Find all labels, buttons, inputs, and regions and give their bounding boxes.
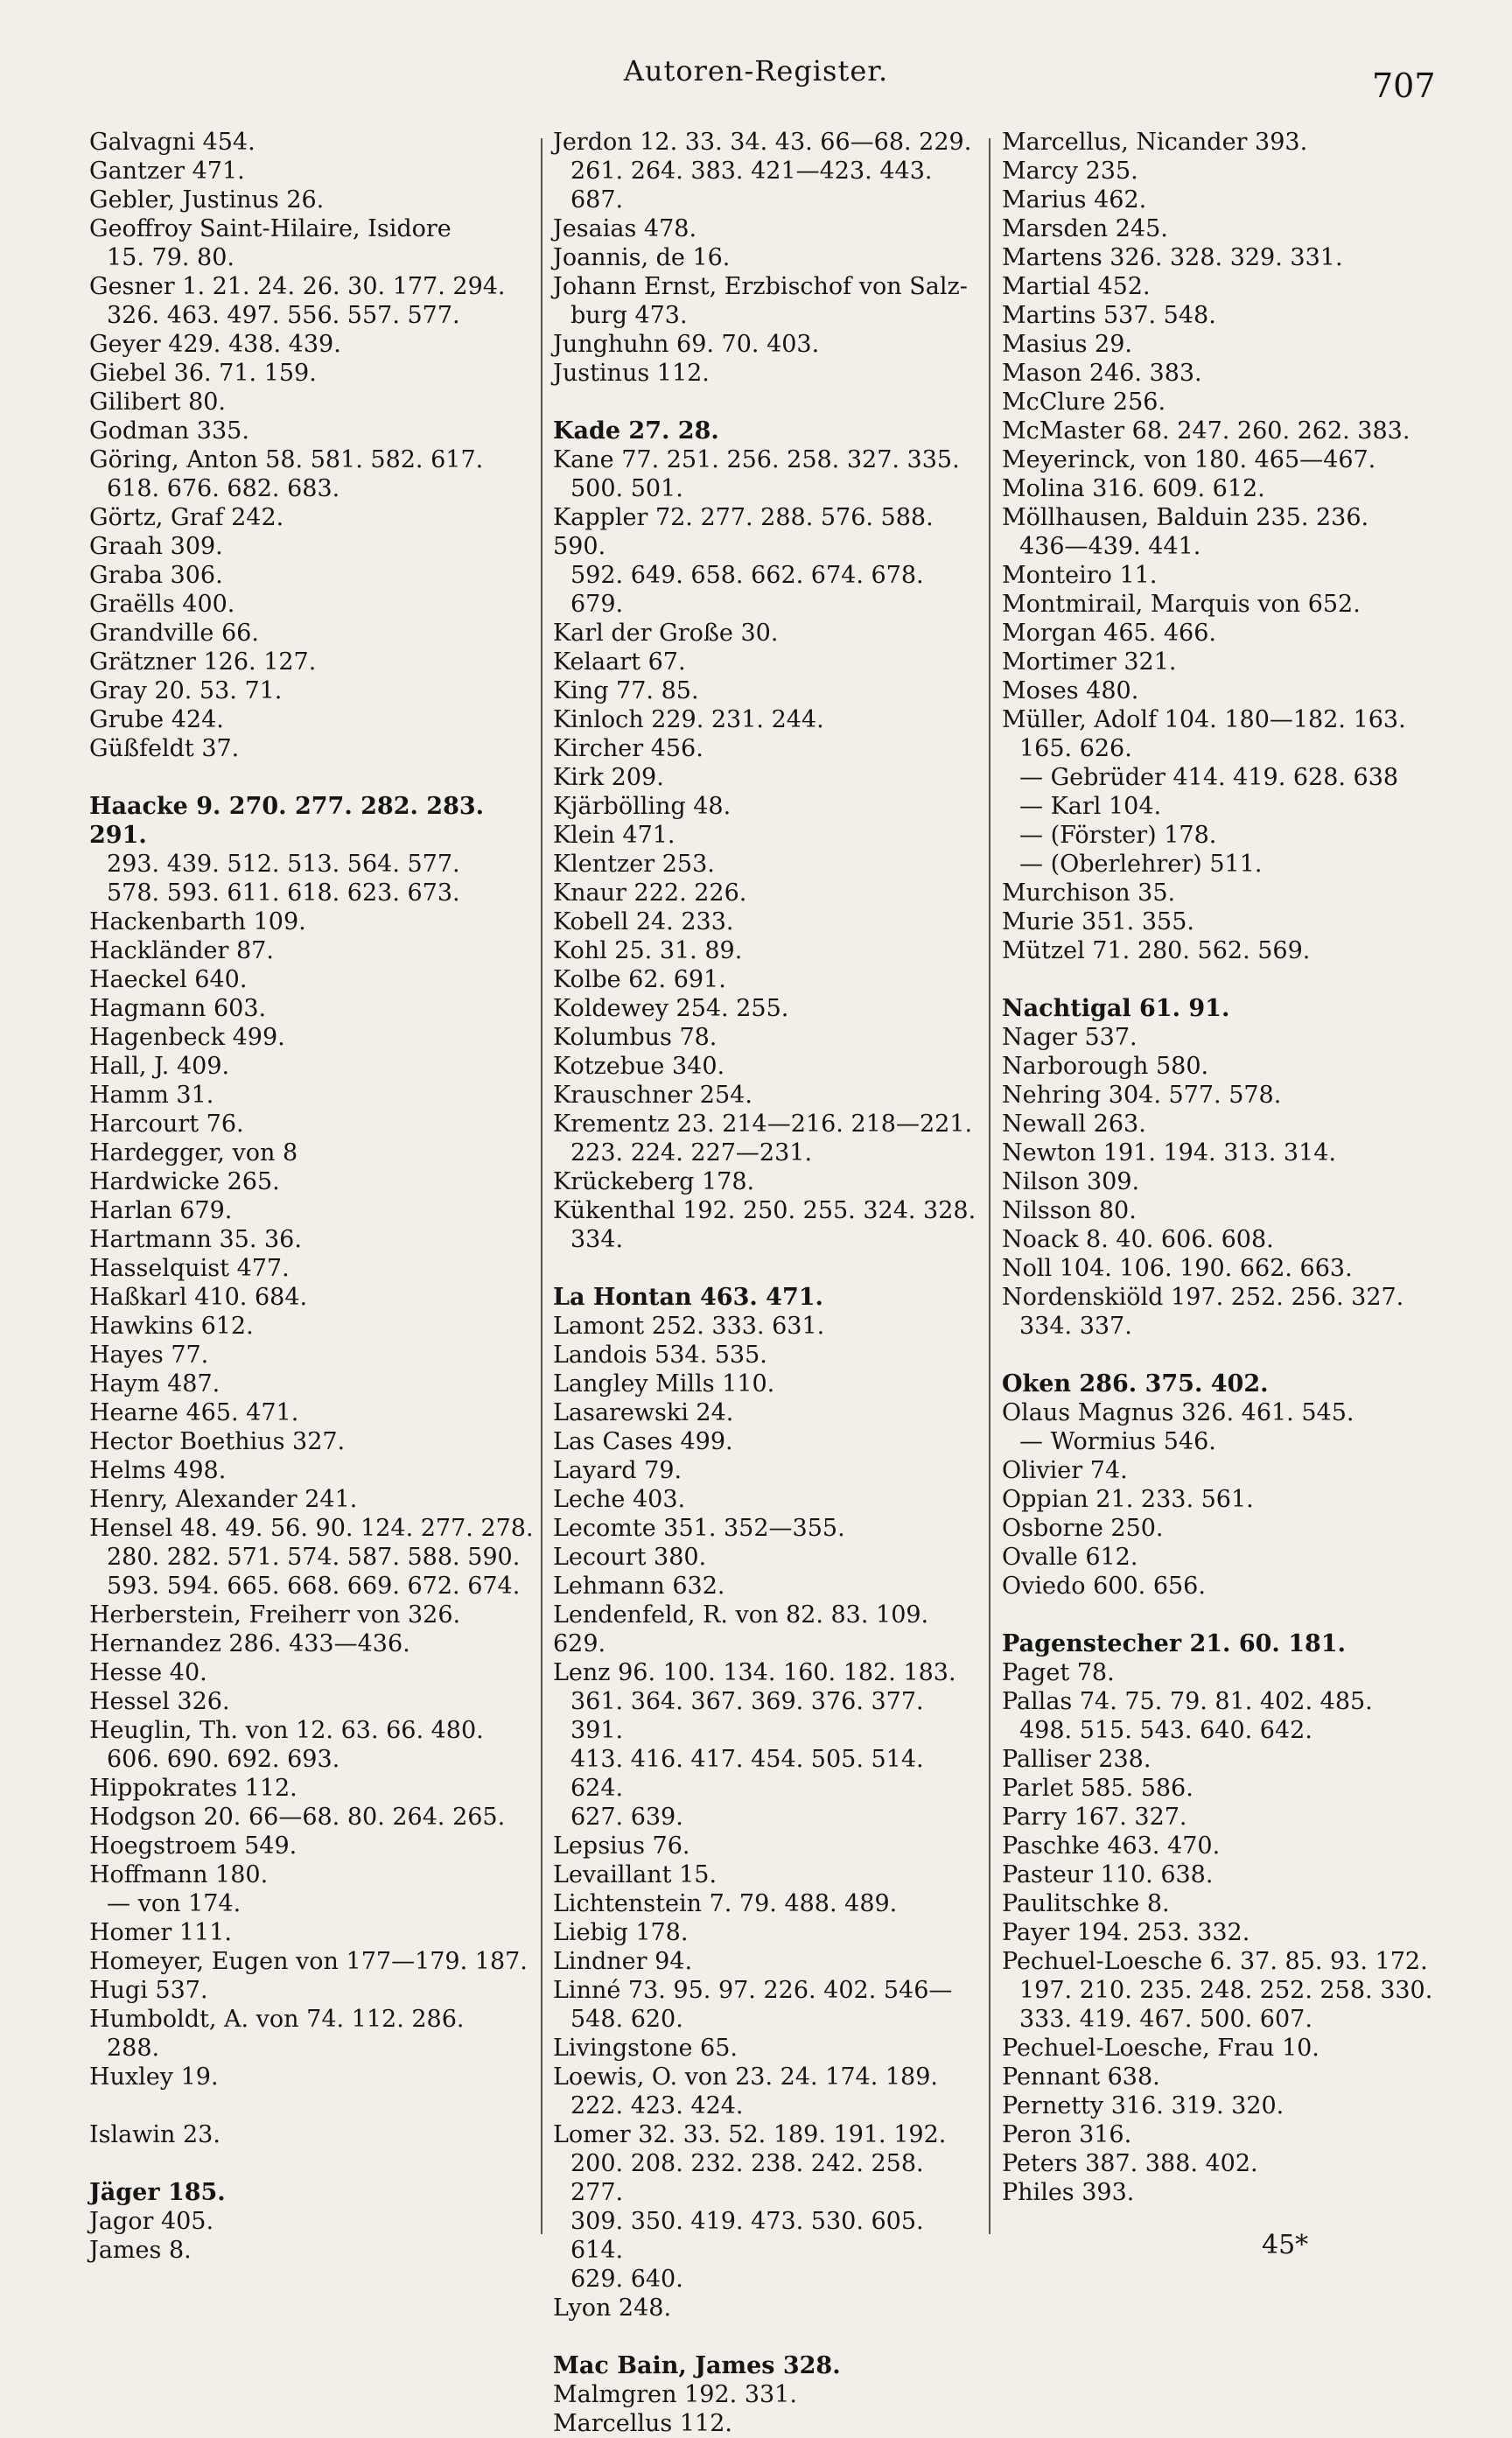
index-entry: Parry 167. 327. xyxy=(1002,1804,1187,1831)
index-entry: Hasselquist 477. xyxy=(89,1255,290,1282)
index-entry-continuation: 436—439. 441. xyxy=(1019,533,1201,560)
index-entry-continuation: 261. 264. 383. 421—423. 443. xyxy=(570,158,933,185)
index-entry: Kircher 456. xyxy=(553,735,704,762)
index-entry: James 8. xyxy=(89,2237,192,2264)
index-entry: Kobell 24. 233. xyxy=(553,908,734,935)
index-entry: Gilibert 80. xyxy=(89,389,227,416)
index-entry: Pagenstecher 21. 60. 181. xyxy=(1002,1630,1346,1657)
index-entry: Monteiro 11. xyxy=(1002,562,1158,589)
index-entry: Kohl 25. 31. 89. xyxy=(553,937,743,964)
index-entry: Junghuhn 69. 70. 403. xyxy=(553,331,820,358)
index-entry: Peters 387. 388. 402. xyxy=(1002,2150,1258,2177)
index-entry: Oppian 21. 233. 561. xyxy=(1002,1486,1254,1513)
index-entry: Oken 286. 375. 402. xyxy=(1002,1370,1269,1398)
index-entry-continuation: 334. 337. xyxy=(1019,1313,1132,1340)
index-entry-continuation: 223. 224. 227—231. xyxy=(570,1139,813,1166)
index-entry: Newton 191. 194. 313. 314. xyxy=(1002,1139,1337,1166)
index-entry: Osborne 250. xyxy=(1002,1515,1164,1542)
index-entry-continuation: 500. 501. xyxy=(570,475,683,502)
index-entry: Molina 316. 609. 612. xyxy=(1002,475,1265,502)
index-entry: Hensel 48. 49. 56. 90. 124. 277. 278. xyxy=(89,1515,534,1542)
index-entry: Ovalle 612. xyxy=(1002,1544,1138,1571)
index-entry: Mac Bain, James 328. xyxy=(553,2352,841,2379)
index-entry: Levaillant 15. xyxy=(553,1861,718,1888)
index-entry-continuation: 293. 439. 512. 513. 564. 577. xyxy=(107,851,460,878)
index-entry-continuation: — Gebrüder 414. 419. 628. 638 xyxy=(1019,764,1399,791)
index-entry: Nachtigal 61. 91. xyxy=(1002,995,1230,1022)
index-entry: Johann Ernst, Erzbischof von Salz- xyxy=(553,273,968,300)
index-entry: Landois 534. 535. xyxy=(553,1342,767,1369)
index-entry: Kolbe 62. 691. xyxy=(553,966,726,993)
index-entry: Islawin 23. xyxy=(89,2121,220,2148)
index-entry-continuation: — (Oberlehrer) 511. xyxy=(1019,851,1263,878)
index-entry-continuation: 592. 649. 658. 662. 674. 678. 679. xyxy=(570,562,924,618)
index-entry: Malmgren 192. 331. xyxy=(553,2381,797,2408)
index-entry-continuation: 200. 208. 232. 238. 242. 258. 277. xyxy=(570,2150,924,2206)
index-entry: Godman 335. xyxy=(89,417,249,445)
index-entry: Joannis, de 16. xyxy=(553,244,731,271)
index-entry: Graëlls 400. xyxy=(89,591,235,618)
index-entry-continuation: 413. 416. 417. 454. 505. 514. 624. xyxy=(570,1746,924,1802)
index-entry: Gebler, Justinus 26. xyxy=(89,186,325,214)
index-entry: Loewis, O. von 23. 24. 174. 189. xyxy=(553,2063,938,2091)
index-entry: Geyer 429. 438. 439. xyxy=(89,331,341,358)
index-entry: Liebig 178. xyxy=(553,1919,689,1946)
index-entry-continuation: 222. 423. 424. xyxy=(570,2092,744,2119)
index-entry: Kjärbölling 48. xyxy=(553,793,732,820)
index-entry: Masius 29. xyxy=(1002,331,1133,358)
index-entry: Olivier 74. xyxy=(1002,1457,1128,1484)
index-entry: Harlan 679. xyxy=(89,1197,233,1224)
index-entry: Lecomte 351. 352—355. xyxy=(553,1515,845,1542)
index-entry: Hippokrates 112. xyxy=(89,1775,298,1802)
index-entry-continuation: 629. 640. xyxy=(570,2266,683,2293)
index-entry: Martial 452. xyxy=(1002,273,1151,300)
index-entry: Herberstein, Freiherr von 326. xyxy=(89,1601,461,1629)
index-column-2 xyxy=(553,128,978,2438)
index-entry: Marcellus 112. xyxy=(553,2410,732,2437)
index-entry: Gantzer 471. xyxy=(89,158,245,185)
index-entry: Henry, Alexander 241. xyxy=(89,1486,358,1513)
index-entry-continuation: 687. xyxy=(570,186,624,214)
index-entry: Paget 78. xyxy=(1002,1659,1115,1686)
index-entry: Peron 316. xyxy=(1002,2121,1132,2148)
index-entry: Lenz 96. 100. 134. 160. 182. 183. xyxy=(553,1659,956,1686)
index-entry: Hoegstroem 549. xyxy=(89,1832,298,1860)
index-entry: Pechuel-Loesche 6. 37. 85. 93. 172. xyxy=(1002,1948,1428,1975)
index-entry: McMaster 68. 247. 260. 262. 383. xyxy=(1002,417,1410,445)
index-entry: McClure 256. xyxy=(1002,389,1166,416)
index-entry: Görtz, Graf 242. xyxy=(89,504,284,531)
index-entry: Noll 104. 106. 190. 662. 663. xyxy=(1002,1255,1353,1282)
index-entry-continuation: 578. 593. 611. 618. 623. 673. xyxy=(107,879,460,907)
index-entry: Martins 537. 548. xyxy=(1002,302,1216,329)
index-entry: Kinloch 229. 231. 244. xyxy=(553,706,824,733)
index-entry-continuation: 593. 594. 665. 668. 669. 672. 674. xyxy=(107,1573,521,1600)
index-entry: Humboldt, A. von 74. 112. 286. xyxy=(89,2006,465,2033)
index-entry-continuation: 548. 620. xyxy=(570,2006,683,2033)
index-entry: Marius 462. xyxy=(1002,186,1147,214)
index-entry: Hessel 326. xyxy=(89,1688,230,1715)
index-entry: Möllhausen, Balduin 235. 236. xyxy=(1002,504,1369,531)
index-entry-continuation: 165. 626. xyxy=(1019,735,1132,762)
index-entry-continuation: — (Förster) 178. xyxy=(1019,822,1217,849)
index-entry: Klentzer 253. xyxy=(553,851,715,878)
index-entry-continuation: 288. xyxy=(107,2035,160,2062)
index-entry: Lendenfeld, R. von 82. 83. 109. 629. xyxy=(553,1601,929,1657)
index-entry: Leche 403. xyxy=(553,1486,686,1513)
index-entry: Hayes 77. xyxy=(89,1342,209,1369)
index-entry: King 77. 85. xyxy=(553,677,699,704)
index-entry: Nilson 309. xyxy=(1002,1168,1140,1195)
index-entry: Las Cases 499. xyxy=(553,1428,733,1455)
index-entry-continuation: — von 174. xyxy=(107,1890,242,1917)
index-entry: Pernetty 316. 319. 320. xyxy=(1002,2092,1284,2119)
index-entry: Pennant 638. xyxy=(1002,2063,1160,2091)
index-entry: Koldewey 254. 255. xyxy=(553,995,789,1022)
index-entry: Mützel 71. 280. 562. 569. xyxy=(1002,937,1311,964)
index-entry: Grandville 66. xyxy=(89,620,259,647)
index-entry: Hardegger, von 8 xyxy=(89,1139,298,1166)
index-entry: Graba 306. xyxy=(89,562,223,589)
index-entry: Lyon 248. xyxy=(553,2294,672,2322)
index-entry: Martens 326. 328. 329. 331. xyxy=(1002,244,1343,271)
index-entry: Lomer 32. 33. 52. 189. 191. 192. xyxy=(553,2121,947,2148)
index-entry: Meyerinck, von 180. 465—467. xyxy=(1002,446,1376,473)
index-entry: Haacke 9. 270. 277. 282. 283. 291. xyxy=(89,793,485,849)
index-entry: Hodgson 20. 66—68. 80. 264. 265. xyxy=(89,1804,506,1831)
index-entry: Grube 424. xyxy=(89,706,224,733)
index-entry: Lepsius 76. xyxy=(553,1832,690,1860)
index-entry-continuation: 627. 639. xyxy=(570,1804,683,1831)
index-entry: Narborough 580. xyxy=(1002,1053,1209,1080)
index-entry: Hackländer 87. xyxy=(89,937,274,964)
index-entry: Giebel 36. 71. 159. xyxy=(89,360,317,387)
index-entry: Paschke 463. 470. xyxy=(1002,1832,1221,1860)
index-entry: Payer 194. 253. 332. xyxy=(1002,1919,1250,1946)
index-entry: Hagmann 603. xyxy=(89,995,267,1022)
index-entry-continuation: 606. 690. 692. 693. xyxy=(107,1746,340,1773)
index-entry: Lasarewski 24. xyxy=(553,1399,734,1426)
index-entry: Kotzebue 340. xyxy=(553,1053,725,1080)
index-entry: Lamont 252. 333. 631. xyxy=(553,1313,825,1340)
index-entry: Pallas 74. 75. 79. 81. 402. 485. xyxy=(1002,1688,1373,1715)
index-entry: Grätzner 126. 127. xyxy=(89,648,317,676)
index-entry: Lindner 94. xyxy=(553,1948,693,1975)
index-entry: Noack 8. 40. 606. 608. xyxy=(1002,1226,1274,1253)
index-entry: Hamm 31. xyxy=(89,1082,214,1109)
index-entry: Hawkins 612. xyxy=(89,1313,254,1340)
index-entry: Mortimer 321. xyxy=(1002,648,1177,676)
index-entry: Olaus Magnus 326. 461. 545. xyxy=(1002,1399,1354,1426)
index-entry: Göring, Anton 58. 581. 582. 617. xyxy=(89,446,484,473)
index-entry: Graah 309. xyxy=(89,533,223,560)
index-entry: Murie 351. 355. xyxy=(1002,908,1194,935)
index-entry: Knaur 222. 226. xyxy=(553,879,747,907)
index-entry: Jesaias 478. xyxy=(553,215,697,242)
index-entry: Haßkarl 410. 684. xyxy=(89,1284,308,1311)
index-entry-continuation: — Wormius 546. xyxy=(1019,1428,1216,1455)
index-entry-continuation: 197. 210. 235. 248. 252. 258. 330. xyxy=(1019,1977,1433,2004)
index-entry: Hearne 465. 471. xyxy=(89,1399,299,1426)
index-entry: Livingstone 65. xyxy=(553,2035,738,2062)
index-entry-continuation: 326. 463. 497. 556. 557. 577. xyxy=(107,302,460,329)
index-entry: Hoffmann 180. xyxy=(89,1861,269,1888)
index-entry: Kappler 72. 277. 288. 576. 588. 590. xyxy=(553,504,934,560)
index-entry: Jerdon 12. 33. 34. 43. 66—68. 229. xyxy=(553,129,972,156)
index-entry: Morgan 465. 466. xyxy=(1002,620,1216,647)
index-entry-continuation: 498. 515. 543. 640. 642. xyxy=(1019,1717,1312,1744)
index-entry: Mason 246. 383. xyxy=(1002,360,1202,387)
index-entry: Kade 27. 28. xyxy=(553,417,719,445)
index-entry: Pechuel-Loesche, Frau 10. xyxy=(1002,2035,1320,2062)
index-entry-continuation: 618. 676. 682. 683. xyxy=(107,475,340,502)
index-entry-continuation: 361. 364. 367. 369. 376. 377. 391. xyxy=(570,1688,924,1744)
index-entry-continuation: 333. 419. 467. 500. 607. xyxy=(1019,2006,1312,2033)
index-entry: Kükenthal 192. 250. 255. 324. 328. xyxy=(553,1197,976,1224)
index-entry: Gray 20. 53. 71. xyxy=(89,677,283,704)
index-entry: Nilsson 80. xyxy=(1002,1197,1137,1224)
index-entry: Homeyer, Eugen von 177—179. 187. xyxy=(89,1948,528,1975)
index-entry: Paulitschke 8. xyxy=(1002,1890,1170,1917)
index-entry: Heuglin, Th. von 12. 63. 66. 480. xyxy=(89,1717,484,1744)
index-entry: Krementz 23. 214—216. 218—221. xyxy=(553,1110,973,1138)
index-entry-continuation: 15. 79. 80. xyxy=(107,244,234,271)
index-entry: Homer 111. xyxy=(89,1919,232,1946)
page-title: Autoren-Register. xyxy=(623,54,889,88)
index-entry: Helms 498. xyxy=(89,1457,227,1484)
index-entry: Kelaart 67. xyxy=(553,648,686,676)
index-entry: Haeckel 640. xyxy=(89,966,248,993)
index-entry: Pasteur 110. 638. xyxy=(1002,1861,1214,1888)
index-entry: Nordenskiöld 197. 252. 256. 327. xyxy=(1002,1284,1404,1311)
page-number: 707 xyxy=(1372,67,1436,105)
index-entry: Kane 77. 251. 256. 258. 327. 335. xyxy=(553,446,960,473)
index-entry: Montmirail, Marquis von 652. xyxy=(1002,591,1361,618)
index-entry: Hackenbarth 109. xyxy=(89,908,306,935)
index-entry-continuation: 309. 350. 419. 473. 530. 605. 614. xyxy=(570,2208,924,2264)
index-entry: Haym 487. xyxy=(89,1370,220,1398)
index-entry: Kolumbus 78. xyxy=(553,1024,718,1051)
index-entry: Huxley 19. xyxy=(89,2063,219,2091)
index-entry: Kirk 209. xyxy=(553,764,664,791)
index-entry-continuation: 334. xyxy=(570,1226,624,1253)
index-entry: Nager 537. xyxy=(1002,1024,1138,1051)
index-entry: Krückeberg 178. xyxy=(553,1168,755,1195)
index-entry: Parlet 585. 586. xyxy=(1002,1775,1194,1802)
index-entry: Klein 471. xyxy=(553,822,676,849)
index-entry: Galvagni 454. xyxy=(89,129,256,156)
index-entry: Harcourt 76. xyxy=(89,1110,244,1138)
sheet-signature: 45* xyxy=(1262,2230,1309,2260)
index-column-3 xyxy=(1002,128,1439,2207)
column-divider xyxy=(989,138,990,2234)
index-entry: Layard 79. xyxy=(553,1457,682,1484)
index-entry: Moses 480. xyxy=(1002,677,1139,704)
index-entry: Hardwicke 265. xyxy=(89,1168,280,1195)
index-entry: Güßfeldt 37. xyxy=(89,735,240,762)
index-entry: Hugi 537. xyxy=(89,1977,208,2004)
index-entry-continuation: burg 473. xyxy=(570,302,688,329)
index-entry: Murchison 35. xyxy=(1002,879,1176,907)
index-entry: Jäger 185. xyxy=(89,2179,226,2206)
index-entry: Justinus 112. xyxy=(553,360,710,387)
index-entry: Geoffroy Saint-Hilaire, Isidore xyxy=(89,215,452,242)
index-entry: Lehmann 632. xyxy=(553,1573,725,1600)
index-entry: Karl der Große 30. xyxy=(553,620,779,647)
index-entry: Hall, J. 409. xyxy=(89,1053,230,1080)
index-entry: Krauschner 254. xyxy=(553,1082,752,1109)
index-entry: Hesse 40. xyxy=(89,1659,207,1686)
index-entry: Marsden 245. xyxy=(1002,215,1168,242)
index-entry: Jagor 405. xyxy=(89,2208,214,2235)
index-entry: Lecourt 380. xyxy=(553,1544,707,1571)
index-entry: Lichtenstein 7. 79. 488. 489. xyxy=(553,1890,898,1917)
index-entry: Palliser 238. xyxy=(1002,1746,1152,1773)
index-entry: Philes 393. xyxy=(1002,2179,1135,2206)
index-entry: Oviedo 600. 656. xyxy=(1002,1573,1206,1600)
index-column-1 xyxy=(89,128,536,2265)
index-entry: Hartmann 35. 36. xyxy=(89,1226,302,1253)
index-entry: Hector Boethius 327. xyxy=(89,1428,346,1455)
index-entry: La Hontan 463. 471. xyxy=(553,1284,823,1311)
index-entry: Gesner 1. 21. 24. 26. 30. 177. 294. xyxy=(89,273,506,300)
index-entry-continuation: — Karl 104. xyxy=(1019,793,1162,820)
index-entry: Marcy 235. xyxy=(1002,158,1138,185)
index-entry: Langley Mills 110. xyxy=(553,1370,775,1398)
index-entry: Nehring 304. 577. 578. xyxy=(1002,1082,1282,1109)
index-entry: Hernandez 286. 433—436. xyxy=(89,1630,410,1657)
index-entry: Linné 73. 95. 97. 226. 402. 546— xyxy=(553,1977,953,2004)
index-entry: Müller, Adolf 104. 180—182. 163. xyxy=(1002,706,1406,733)
index-entry: Newall 263. xyxy=(1002,1110,1146,1138)
index-entry-continuation: 280. 282. 571. 574. 587. 588. 590. xyxy=(107,1544,521,1571)
column-divider xyxy=(541,138,542,2234)
index-entry: Hagenbeck 499. xyxy=(89,1024,285,1051)
index-entry: Marcellus, Nicander 393. xyxy=(1002,129,1308,156)
